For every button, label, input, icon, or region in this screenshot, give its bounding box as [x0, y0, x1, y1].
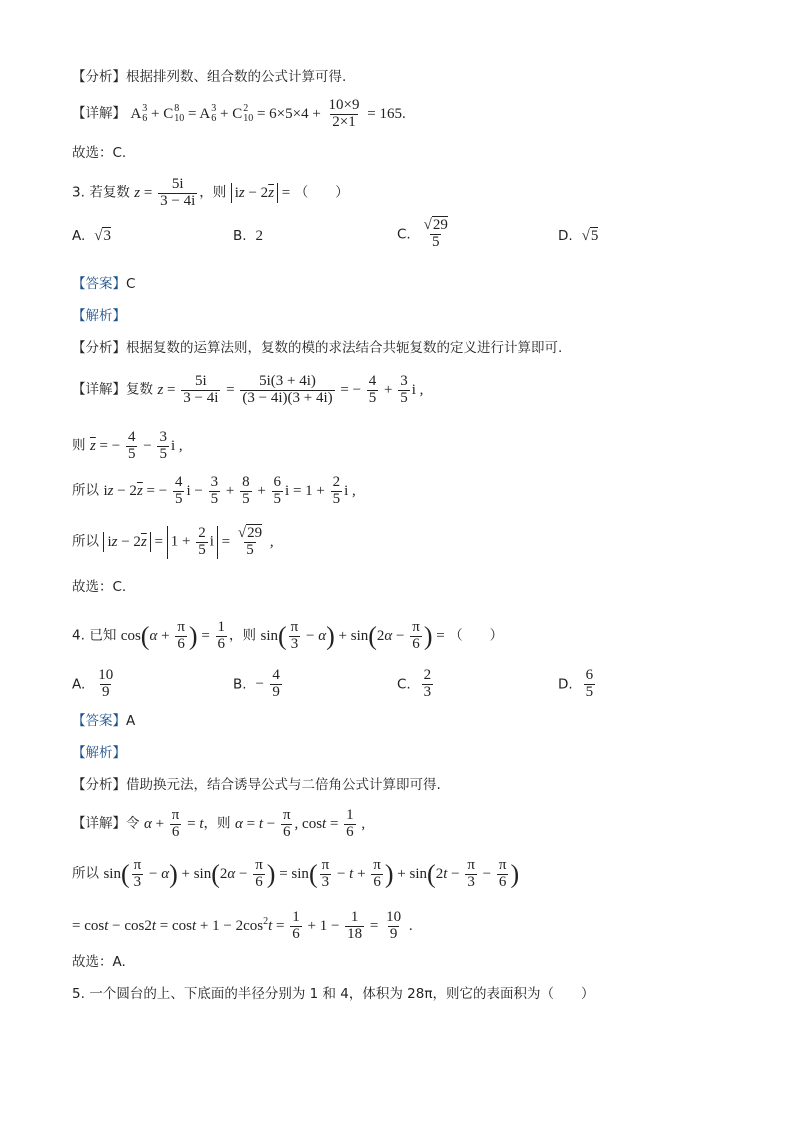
q5-stem: 5. 一个圆台的上、下底面的半径分别为 1 和 4，体积为 28π，则它的表面积为（ ）: [72, 986, 595, 1002]
q4-detail: 【详解】令 α + $\frac{\pi}{6}$ = t，则 α = t − $\frac{\pi}{6}$ , cost = $\frac{1}{6}$ ,: [72, 807, 366, 840]
q3-modulus: 所以 iz − $2\overline{z} = 1$ + $\frac{2}{5}$ i = $\frac{√29}{5}$ ,: [72, 525, 274, 558]
q3-option-a: A. √3: [72, 228, 111, 244]
q4-step2: = $\cos t - \cos 2t = \cos t + 1 - 2\cos^2t$ = $\frac{1}{6}$ + 1 − $\frac{1}{18}$ = $\frac{10}{9}$ .: [72, 909, 413, 942]
q4-analysis: 【分析】借助换元法，结合诱导公式与二倍角公式计算即可得.: [72, 777, 441, 793]
q4-choose: 故选：A.: [72, 954, 126, 970]
q4-option-a: A. $\frac{10}{9}$: [72, 667, 114, 700]
q3-option-d: D. √5: [558, 228, 599, 244]
p2-detail: [72, 98, 406, 131]
q4-step1: 所以 sin( $\frac{\pi}{3}$ − α) + sin(2α − $\frac{\pi}{6}$ ) = sin( $\frac{\pi}{3}$ − t + $\frac{\pi}{6}$ ) + sin(2t − $\frac{\pi}{3}$ − $\frac{\pi}{6}$ ): [72, 857, 520, 890]
q4-answer: 【答案】A: [72, 713, 136, 729]
q4-jiexi: 【解析】: [72, 745, 126, 761]
analysis-text: 根据排列数、组合数的公式计算可得.: [126, 69, 347, 85]
q3-option-b: B. 2: [233, 228, 263, 244]
p2-result: 165: [379, 105, 402, 122]
q4-stem: 4. 已知 cos(α + $\frac{\pi}{6}$ ) = $\frac{1}{6}$ ，则 sin( $\frac{\pi}{3}$ − α) + sin(2α − $\frac{\pi}{6}$ ) = （ ）: [72, 619, 504, 652]
q3-answer: 【答案】C: [72, 276, 136, 292]
q3-stem: 3. 若复数 z = $\frac{5i}{3 - 4i}$ ，则 iz − $2\overline{z}$ = （ ）: [72, 176, 349, 209]
p2-analysis: [72, 67, 346, 87]
analysis-tag: 【分析】: [72, 69, 126, 85]
q4-option-b: B. − $\frac{4}{9}$: [233, 667, 280, 700]
q3-calc: 所以 iz − $2\overline{z}$ = − $\frac{4}{5}$ i − $\frac{3}{5}$ + $\frac{8}{5}$ + $\frac{6}{5}$ i = 1 + $\frac{2}{5}$ i ,: [72, 474, 356, 507]
detail-tag: 【详解】: [72, 105, 126, 122]
q3-option-c: C. $\frac{√29}{5}$: [397, 217, 448, 250]
q3-detail: 【详解】复数 z = $\frac{5i}{3 - 4i}$ = $\frac{5i(3 + 4i)}{(3 - 4i)(3 + 4i)}$ = − $\frac{4}{5}$ + $\frac{3}{5}$ i ,: [72, 373, 424, 406]
q3-jiexi: 【解析】: [72, 308, 126, 324]
p2-choose: 故选：C.: [72, 145, 127, 161]
q3-abs-expr: iz − $2\overline{z}$ =: [231, 185, 291, 201]
q3-z-def: z = $\frac{5i}{3 - 4i}$: [134, 176, 196, 209]
p2-formula: A 3 6 + C 8 10 = A 3 6 + C 2 10 = 6×5×4 + $\frac{10\times 9}{2\times 1}$ = 165.: [130, 97, 406, 130]
q4-option-d: D. $\frac{6}{5}$: [558, 667, 594, 700]
q4-option-c: C. $\frac{2}{3}$: [397, 667, 432, 700]
q3-conj: 则 $\overline{z}$ = − $\frac{4}{5}$ − $\frac{3}{5}$ i ,: [72, 429, 183, 462]
q3-analysis: 【分析】根据复数的运算法则，复数的模的求法结合共轭复数的定义进行计算即可.: [72, 340, 563, 356]
q3-choose: 故选：C.: [72, 579, 127, 595]
